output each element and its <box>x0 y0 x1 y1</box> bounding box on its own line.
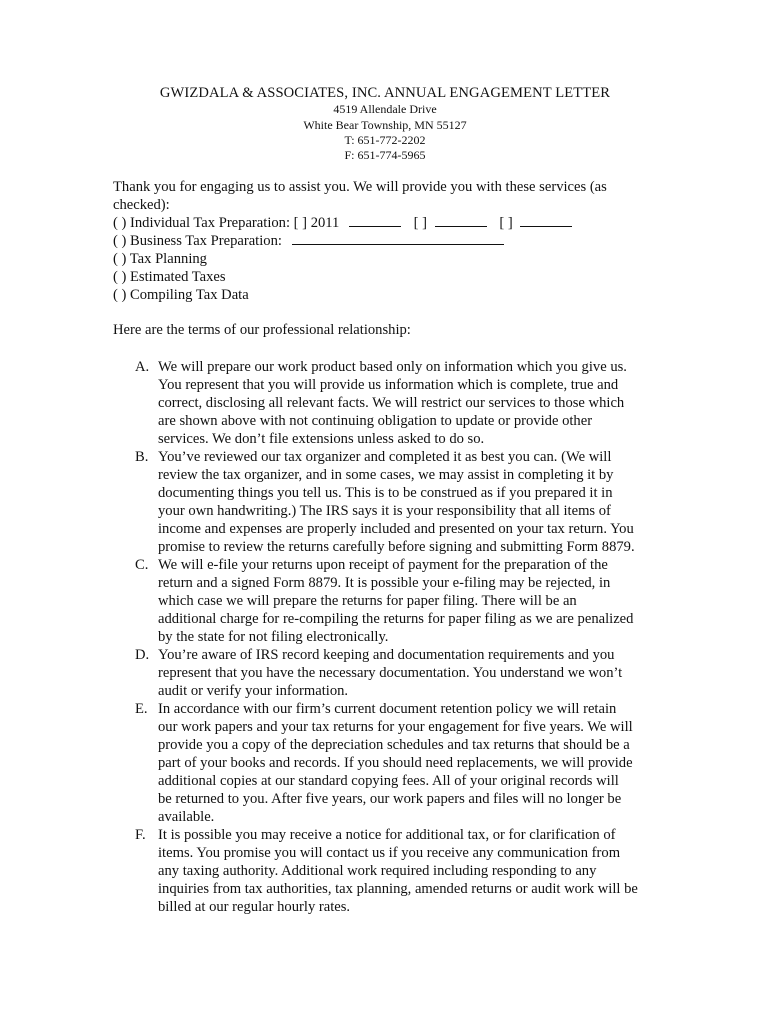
term-line: any taxing authority. Additional work required including responding to any <box>158 863 597 879</box>
phone-number: T: 651-772-2202 <box>344 133 426 147</box>
term-line: be returned to you. After five years, our work papers and files will no longer be <box>158 791 622 807</box>
term-letter: E. <box>135 701 148 717</box>
term-letter: F. <box>135 827 146 843</box>
service-tax-planning[interactable]: ( ) Tax Planning <box>113 251 207 267</box>
year-blank-3[interactable] <box>520 214 572 227</box>
term-item <box>135 556 670 646</box>
year-blank-2[interactable] <box>435 214 487 227</box>
term-line: items. You promise you will contact us if you receive any communication from <box>158 845 621 861</box>
term-line: by the state for not filing electronically. <box>158 629 389 645</box>
address-city: White Bear Township, MN 55127 <box>303 118 467 132</box>
term-item <box>135 826 670 916</box>
term-line: available. <box>158 809 215 825</box>
checkbox-3[interactable]: [ ] <box>499 215 513 231</box>
address-street: 4519 Allendale Drive <box>333 102 437 116</box>
service-individual-tax[interactable] <box>113 214 572 232</box>
term-line: are shown above with not continuing obligation to update or provide other <box>158 413 593 429</box>
term-line: income and expenses are properly included and presented on your tax return. You <box>158 521 634 537</box>
intro-paragraph <box>113 178 607 214</box>
term-line: provide you a copy of the depreciation schedules and tax returns that should be a <box>158 737 630 753</box>
term-line: You’ve reviewed our tax organizer and completed it as best you can. (We will <box>158 449 612 465</box>
term-line: part of your books and records. If you should need replacements, we will provide <box>158 755 633 771</box>
service-business-tax[interactable] <box>113 232 572 250</box>
term-letter: B. <box>135 449 149 465</box>
term-line: promise to review the returns carefully before signing and submitting Form 8879. <box>158 539 635 555</box>
term-item <box>135 448 670 556</box>
term-item <box>135 646 670 700</box>
term-line: return and a signed Form 8879. It is possible your e-filing may be rejected, in <box>158 575 611 591</box>
term-line: We will e-file your returns upon receipt of payment for the preparation of the <box>158 557 608 573</box>
fax-number: F: 651-774-5965 <box>344 148 426 162</box>
terms-intro: Here are the terms of our professional relationship: <box>113 322 411 338</box>
term-letter: A. <box>135 359 150 375</box>
service-estimated-taxes[interactable]: ( ) Estimated Taxes <box>113 269 226 285</box>
term-line: which case we will prepare the returns for paper filing. There will be an <box>158 593 577 609</box>
term-item <box>135 358 670 448</box>
service-compiling-tax-data[interactable]: ( ) Compiling Tax Data <box>113 287 249 303</box>
term-line: services. We don’t file extensions unless asked to do so. <box>158 431 485 447</box>
term-line: You represent that you will provide us information which is complete, true and <box>158 377 619 393</box>
service-label: ( ) Individual Tax Preparation: [ ] 2011 <box>113 215 340 231</box>
terms-list <box>135 358 670 916</box>
term-line: inquiries from tax authorities, tax planning, amended returns or audit work will be <box>158 881 638 897</box>
term-letter: D. <box>135 647 150 663</box>
document-title: GWIZDALA & ASSOCIATES, INC. ANNUAL ENGAGEMENT LETTER <box>159 85 611 101</box>
term-line: You’re aware of IRS record keeping and documentation requirements and you <box>158 647 615 663</box>
term-line: It is possible you may receive a notice for additional tax, or for clarification of <box>158 827 616 843</box>
term-line: correct, disclosing all relevant facts. We will restrict our services to those which <box>158 395 625 411</box>
year-blank-1[interactable] <box>349 214 401 227</box>
service-label: ( ) Business Tax Preparation: <box>113 233 282 249</box>
term-line: additional charge for re-compiling the returns for paper filing as we are penalized <box>158 611 634 627</box>
intro-line: checked): <box>113 197 170 213</box>
term-line: In accordance with our firm’s current document retention policy we will retain <box>158 701 617 717</box>
intro-line: Thank you for engaging us to assist you. We will provide you with these services (as <box>113 179 607 195</box>
term-line: additional copies at our standard copying fees. All of your original records will <box>158 773 619 789</box>
term-line: our work papers and your tax returns for your engagement for five years. We will <box>158 719 633 735</box>
term-item <box>135 700 670 826</box>
term-line: review the tax organizer, and in some cases, we may assist in completing it by <box>158 467 614 483</box>
term-line: represent that you have the necessary documentation. You understand we won’t <box>158 665 623 681</box>
term-line: We will prepare our work product based only on information which you give us. <box>158 359 627 375</box>
term-line: audit or verify your information. <box>158 683 349 699</box>
term-line: your own handwriting.) The IRS says it is your responsibility that all items of <box>158 503 611 519</box>
services-list <box>113 214 572 304</box>
term-line: documenting things you tell us. This is to be construed as if you prepared it in <box>158 485 613 501</box>
checkbox-2[interactable]: [ ] <box>413 215 428 231</box>
term-letter: C. <box>135 557 149 573</box>
term-line: billed at our regular hourly rates. <box>158 899 351 915</box>
business-blank[interactable] <box>292 232 504 245</box>
